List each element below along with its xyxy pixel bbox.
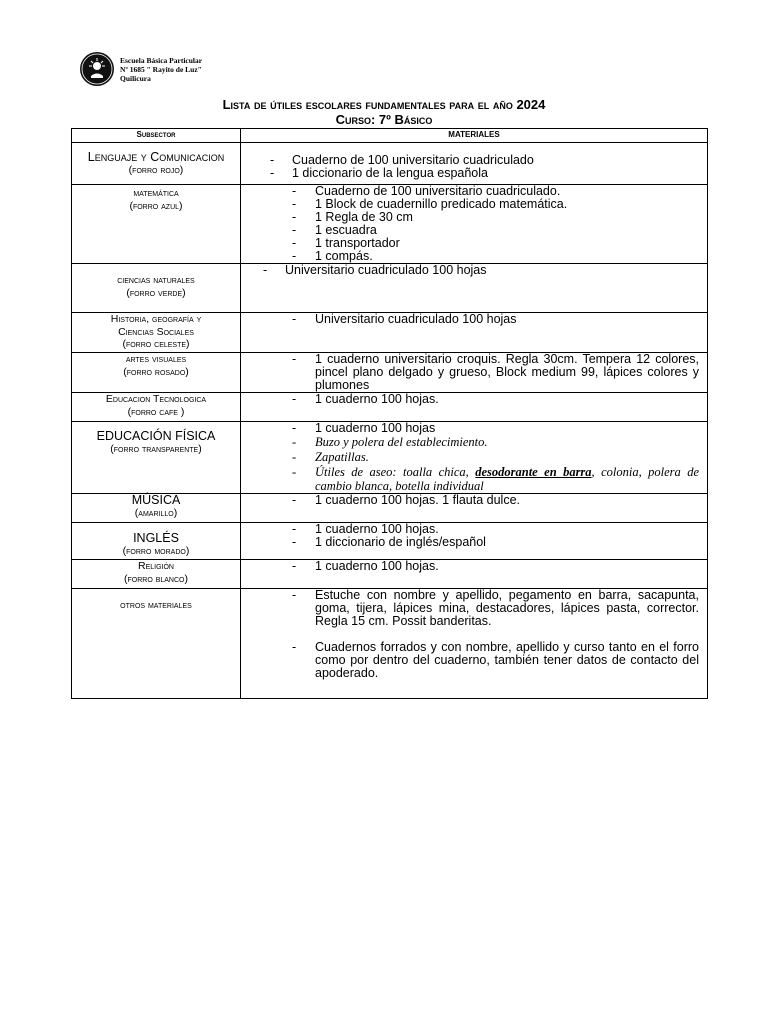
materials-cell bbox=[241, 523, 708, 560]
list-item: - Útiles de aseo: toalla chica, desodorante en barra, colonia, polera de cambio blanca, botella individual bbox=[241, 465, 707, 493]
list-item: - 1 diccionario de inglés/español bbox=[241, 536, 707, 549]
table-row bbox=[72, 494, 708, 523]
table-row bbox=[72, 353, 708, 393]
materials-cell bbox=[241, 393, 708, 422]
subject-cell: Religión (forro blanco) bbox=[72, 560, 241, 589]
table-row bbox=[72, 264, 708, 313]
list-item: - Estuche con nombre y apellido, pegamento en barra, sacapunta, goma, tijera, lápices mina, destacadores, lápices pasta, corrector. Regla 15 cm. Possit banderitas. bbox=[241, 589, 707, 628]
list-item: - Cuaderno de 100 universitario cuadriculado. bbox=[241, 185, 707, 198]
subject-cell: Historia, geografía y Ciencias Sociales (forro celeste) bbox=[72, 313, 241, 353]
list-item: - Universitario cuadriculado 100 hojas bbox=[241, 313, 707, 326]
list-item: - 1 escuadra bbox=[241, 224, 707, 237]
subject-cell: matemática (forro azul) bbox=[72, 185, 241, 264]
list-item: - 1 cuaderno 100 hojas. bbox=[241, 393, 707, 406]
list-item: - 1 cuaderno 100 hojas. bbox=[241, 523, 707, 536]
materials-cell bbox=[241, 264, 708, 313]
list-item: - 1 cuaderno universitario croquis. Regla 30cm. Tempera 12 colores, pincel plano delgado y grueso, Block medium 99, lápices colores y plumones bbox=[241, 353, 707, 392]
table-row bbox=[72, 589, 708, 699]
list-item: - 1 compás. bbox=[241, 250, 707, 263]
document-title: Lista de útiles escolares fundamentales para el año 2024 bbox=[222, 97, 546, 112]
subject-cell: INGLÉS (forro morado) bbox=[72, 523, 241, 560]
materials-cell bbox=[241, 313, 708, 353]
materials-cell bbox=[241, 494, 708, 523]
school-logo bbox=[80, 50, 216, 88]
list-item: - 1 Block de cuadernillo predicado matemática. bbox=[241, 198, 707, 211]
course-title: Curso: 7º Básico bbox=[335, 112, 433, 127]
list-item: - Cuadernos forrados y con nombre, apellido y curso tanto en el forro como por dentro del cuaderno, también tener datos de contacto del apoderado. bbox=[241, 641, 707, 680]
school-name: Escuela Básica Particular Nº 1685 " Rayito de Luz" Quilicura bbox=[120, 55, 203, 83]
subject-cell: Lenguaje y Comunicacion (forro rojo) bbox=[72, 143, 241, 185]
table-row bbox=[72, 523, 708, 560]
header-materials: MATERIALES bbox=[241, 129, 708, 143]
header-subject: Subsector bbox=[72, 129, 241, 143]
materials-cell bbox=[241, 560, 708, 589]
subject-cell: Educacion Tecnologica (forro cafe ) bbox=[72, 393, 241, 422]
list-item: - 1 cuaderno 100 hojas. 1 flauta dulce. bbox=[241, 494, 707, 507]
subject-cell: EDUCACIÓN FÍSICA (forro transparente) bbox=[72, 422, 241, 494]
list-item: - 1 transportador bbox=[241, 237, 707, 250]
subject-cell: ciencias naturales (forro verde) bbox=[72, 264, 241, 313]
table-row bbox=[72, 313, 708, 353]
school-seal-icon bbox=[80, 52, 114, 86]
table-row bbox=[72, 560, 708, 589]
list-item: - 1 cuaderno 100 hojas bbox=[241, 422, 707, 435]
table-row bbox=[72, 422, 708, 494]
table-row bbox=[72, 143, 708, 185]
subject-cell: artes visuales (forro rosado) bbox=[72, 353, 241, 393]
list-item: - 1 Regla de 30 cm bbox=[241, 211, 707, 224]
list-item: - 1 cuaderno 100 hojas. bbox=[241, 560, 707, 573]
list-item: - 1 diccionario de la lengua española bbox=[241, 167, 707, 180]
table-row bbox=[72, 185, 708, 264]
subject-cell: MÚSICA (amarillo) bbox=[72, 494, 241, 523]
supplies-table bbox=[71, 128, 708, 699]
materials-cell bbox=[241, 422, 708, 494]
materials-cell bbox=[241, 589, 708, 699]
list-item: - Universitario cuadriculado 100 hojas bbox=[234, 264, 707, 277]
list-item: - Zapatillas. bbox=[241, 450, 707, 465]
materials-cell bbox=[241, 185, 708, 264]
materials-cell bbox=[241, 143, 708, 185]
list-item: - Cuaderno de 100 universitario cuadriculado bbox=[241, 154, 707, 167]
materials-cell bbox=[241, 353, 708, 393]
list-item: - Buzo y polera del establecimiento. bbox=[241, 435, 707, 450]
table-header-row bbox=[72, 129, 708, 143]
subject-cell: otros materiales bbox=[72, 589, 241, 699]
table-row bbox=[72, 393, 708, 422]
